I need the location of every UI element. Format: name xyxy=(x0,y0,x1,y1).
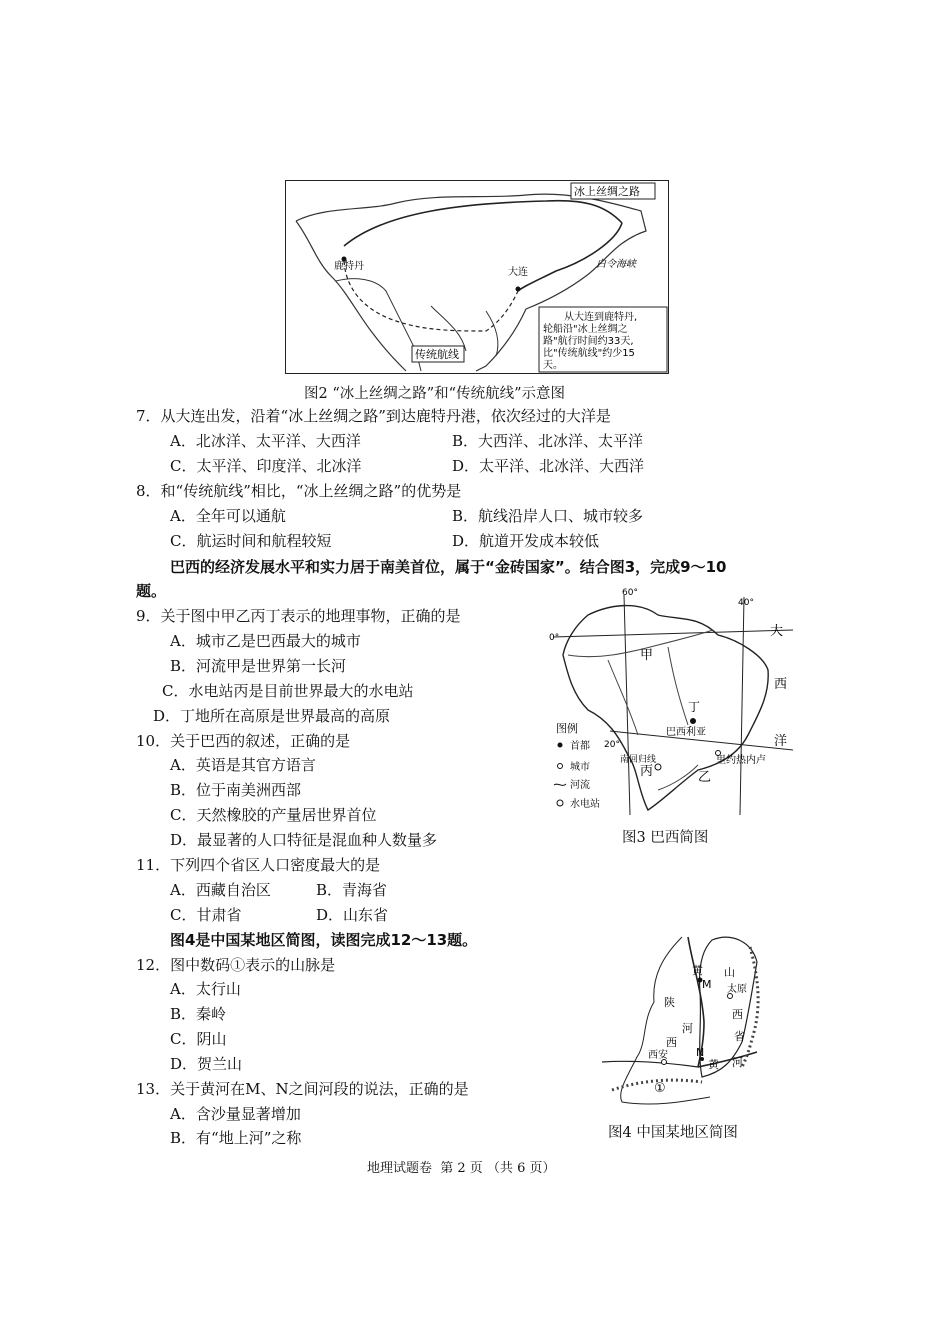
fig3-ocean-1: 大 xyxy=(770,624,784,639)
fig4-N: N xyxy=(696,1046,705,1059)
fig2-label-traditional: 传统航线 xyxy=(415,348,459,361)
fig3-legend-city: 城市 xyxy=(570,762,590,773)
figure-3-map xyxy=(548,585,798,817)
fig3-lon60: 60° xyxy=(622,588,638,598)
q8-option-d: D．航道开发成本较低 xyxy=(452,532,600,550)
fig3-legend-river: 河流 xyxy=(570,780,590,791)
figure-3-caption: 图3 巴西简图 xyxy=(622,830,709,846)
fig3-brasilia: 巴西利亚 xyxy=(666,727,706,738)
q9-option-b: B．河流甲是世界第一长河 xyxy=(170,657,347,675)
q12-option-a: A．太行山 xyxy=(170,980,241,998)
q7-option-b: B．大西洋、北冰洋、太平洋 xyxy=(452,432,644,450)
fig3-lat0: 0° xyxy=(549,633,560,643)
figure-2-map xyxy=(285,180,669,374)
q7-option-c: C．太平洋、印度洋、北冰洋 xyxy=(170,457,362,475)
q10-option-d: D．最显著的人口特征是混血种人数量多 xyxy=(170,831,438,849)
q9-stem: 9．关于图中甲乙丙丁表示的地理事物，正确的是 xyxy=(136,607,461,625)
q13-option-a: A．含沙量显著增加 xyxy=(170,1105,301,1123)
q11-stem: 11．下列四个省区人口密度最大的是 xyxy=(136,856,381,874)
figure-4-svg xyxy=(592,932,772,1114)
q13-option-b: B．有“地上河”之称 xyxy=(170,1129,302,1147)
fig4-num1: ① xyxy=(654,1081,666,1096)
wei-river xyxy=(602,1061,698,1067)
fig3-lon40: 40° xyxy=(738,598,754,608)
fig2-label-dalian: 大连 xyxy=(508,267,528,278)
q7-stem: 7．从大连出发，沿着“冰上丝绸之路”到达鹿特丹港，依次经过的大洋是 xyxy=(136,407,611,425)
fig3-legend-title: 图例 xyxy=(556,722,578,735)
legend-capital-icon xyxy=(558,743,563,748)
q7-option-a: A．北冰洋、太平洋、大西洋 xyxy=(170,432,361,450)
fig2-note-line-1: 从大连到鹿特丹, xyxy=(564,312,638,323)
figure-2-svg xyxy=(286,181,668,373)
fig4-huang2: 黄 xyxy=(708,1058,719,1071)
q11-option-d: D．山东省 xyxy=(316,906,389,924)
fig2-label-ice-route: 冰上丝绸之路 xyxy=(574,185,640,198)
q8-option-a: A．全年可以通航 xyxy=(170,507,286,525)
q7-option-d: D．太平洋、北冰洋、大西洋 xyxy=(452,457,645,475)
fig4-huang1: 黄 xyxy=(692,964,703,977)
fig3-lat20: 20° xyxy=(604,740,620,750)
fig3-ocean-3: 洋 xyxy=(774,734,788,749)
intro-9-10-line-1: 巴西的经济发展水平和实力居于南美首位，属于“金砖国家”。结合图3，完成9～10 xyxy=(170,558,727,576)
fig3-legend-capital: 首都 xyxy=(570,741,590,752)
q11-option-c: C．甘肃省 xyxy=(170,906,242,924)
shaanxi-border xyxy=(621,937,710,1104)
fig3-tropic: 南回归线 xyxy=(620,755,657,765)
q12-stem: 12．图中数码①表示的山脉是 xyxy=(136,956,336,974)
q11-option-b: B．青海省 xyxy=(316,881,388,899)
fig3-ocean-2: 西 xyxy=(774,677,788,692)
q12-option-c: C．阴山 xyxy=(170,1030,227,1048)
page-footer: 地理试题卷 第 2 页 （共 6 页） xyxy=(367,1161,556,1176)
fig2-note-line-3: 路"航行时间约33天, xyxy=(543,336,634,347)
shanxi-border xyxy=(700,937,758,1077)
q13-stem: 13．关于黄河在M、N之间河段的说法，正确的是 xyxy=(136,1080,469,1098)
q10-option-b: B．位于南美洲西部 xyxy=(170,781,302,799)
q9-option-c: C．水电站丙是目前世界最大的水电站 xyxy=(162,682,414,700)
fig4-shaanxi-2: 西 xyxy=(666,1036,677,1049)
q10-option-a: A．英语是其官方语言 xyxy=(170,756,316,774)
fig2-label-rotterdam: 鹿特丹 xyxy=(334,261,364,272)
figure-4-map xyxy=(592,932,772,1114)
intro-9-10-line-2: 题。 xyxy=(136,582,167,600)
fig2-note-line-2: 轮船沿"冰上丝绸之 xyxy=(543,324,628,335)
figure-3-svg xyxy=(548,585,798,817)
fig3-legend-hydro: 水电站 xyxy=(570,799,600,810)
q12-option-b: B．秦岭 xyxy=(170,1005,227,1023)
fig4-M: M xyxy=(702,978,712,991)
brasilia-marker xyxy=(690,718,696,724)
fig3-ding: 丁 xyxy=(688,700,701,714)
figure-4-caption: 图4 中国某地区简图 xyxy=(608,1125,738,1141)
fig4-xian: 西安 xyxy=(648,1050,668,1061)
yellow-river-lower xyxy=(698,1052,757,1067)
legend-city-icon xyxy=(558,764,563,769)
q9-option-d: D．丁地所在高原是世界最高的高原 xyxy=(153,707,391,725)
fig4-shaanxi-1: 陕 xyxy=(664,996,675,1009)
legend-river-icon xyxy=(554,784,566,785)
q10-stem: 10．关于巴西的叙述，正确的是 xyxy=(136,732,351,750)
fig3-jia: 甲 xyxy=(640,648,654,663)
fig2-label-bering: 白令海峡 xyxy=(596,259,636,270)
fig3-rio: 里约热内卢 xyxy=(716,755,766,766)
q8-option-b: B．航线沿岸人口、城市较多 xyxy=(452,507,644,525)
q11-option-a: A．西藏自治区 xyxy=(170,881,271,899)
fig4-shanxi-2: 省 xyxy=(734,1030,745,1043)
taihang-range xyxy=(742,947,758,1067)
fig4-shanxi-1: 西 xyxy=(732,1008,743,1021)
dalian-marker xyxy=(516,287,521,292)
q8-option-c: C．航运时间和航程较短 xyxy=(170,532,332,550)
figure-2-caption: 图2 “冰上丝绸之路”和“传统航线”示意图 xyxy=(304,386,565,402)
q9-option-a: A．城市乙是巴西最大的城市 xyxy=(170,632,361,650)
fig4-he1: 河 xyxy=(682,1022,693,1035)
intro-12-13: 图4是中国某地区简图，读图完成12～13题。 xyxy=(170,931,478,949)
q10-option-c: C．天然橡胶的产量居世界首位 xyxy=(170,806,377,824)
fig4-shan: 山 xyxy=(724,966,735,979)
legend-hydro-icon xyxy=(557,800,563,806)
fig3-yi: 乙 xyxy=(698,770,712,785)
fig2-note-line-5: 天。 xyxy=(543,360,563,371)
q12-option-d: D．贺兰山 xyxy=(170,1055,243,1073)
fig3-bing: 丙 xyxy=(640,764,654,779)
fig4-taiyuan: 太原 xyxy=(727,984,747,995)
fig4-he2: 河 xyxy=(732,1056,743,1069)
q8-stem: 8．和“传统航线”相比，“冰上丝绸之路”的优势是 xyxy=(136,482,462,500)
fig2-note-line-4: 比"传统航线"约少15 xyxy=(543,348,635,359)
